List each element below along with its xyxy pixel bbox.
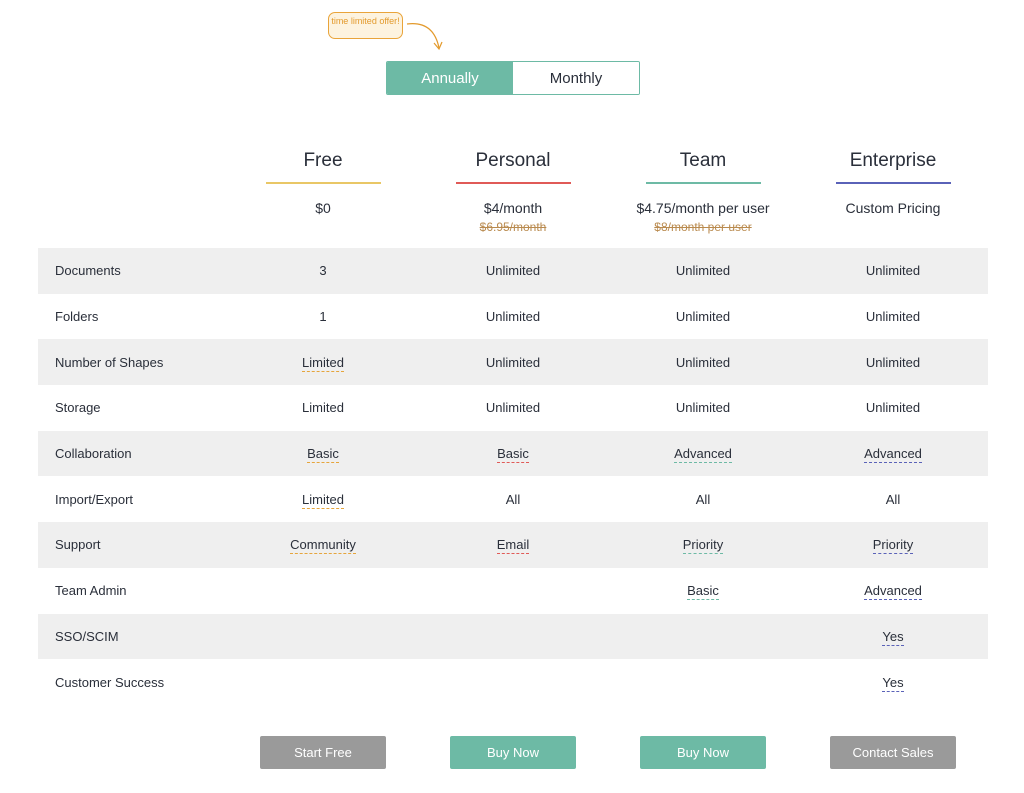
feature-value: Unlimited [865, 354, 921, 370]
monthly-option[interactable]: Monthly [513, 62, 639, 94]
feature-value: All [695, 491, 711, 507]
feature-value-tooltip[interactable]: Advanced [864, 446, 922, 462]
feature-value: Unlimited [485, 354, 541, 370]
billing-toggle[interactable] [386, 61, 640, 95]
feature-label: Number of Shapes [55, 354, 164, 370]
feature-value: Unlimited [675, 263, 731, 279]
start-free-button[interactable]: Start Free [260, 736, 386, 769]
table-row [38, 614, 988, 660]
plan-old-price: $8/month per user [654, 220, 752, 234]
feature-value: Limited [302, 400, 344, 416]
feature-value-tooltip[interactable]: Yes [882, 628, 904, 644]
plan-header-team [608, 150, 798, 234]
plan-price: $4.75/month per user [636, 200, 770, 216]
feature-value: Unlimited [485, 400, 541, 416]
table-row [38, 339, 988, 385]
feature-label: Storage [55, 400, 101, 416]
feature-label: SSO/SCIM [55, 628, 119, 644]
feature-value-tooltip[interactable]: Community [290, 537, 356, 553]
table-row [38, 431, 988, 477]
plan-name: Free [303, 150, 343, 171]
plan-old-price: $6.95/month [479, 220, 547, 234]
curved-arrow-icon [405, 20, 445, 54]
feature-label: Collaboration [55, 446, 132, 462]
plan-name: Personal [475, 150, 551, 171]
feature-value-tooltip[interactable]: Advanced [864, 583, 922, 599]
feature-value: 3 [319, 263, 327, 279]
feature-value-tooltip[interactable]: Basic [687, 583, 719, 599]
table-row [38, 659, 988, 705]
feature-value-tooltip[interactable]: Basic [497, 446, 529, 462]
feature-label: Support [55, 537, 101, 553]
feature-value: Unlimited [675, 309, 731, 325]
feature-value: Unlimited [865, 309, 921, 325]
feature-value: Unlimited [485, 309, 541, 325]
table-row [38, 522, 988, 568]
feature-label: Import/Export [55, 491, 134, 507]
table-row [38, 568, 988, 614]
time-limited-offer-badge: time limited offer! [328, 12, 403, 39]
feature-label: Documents [55, 263, 121, 279]
table-row [38, 385, 988, 431]
feature-label: Folders [55, 309, 99, 325]
feature-value-tooltip[interactable]: Advanced [674, 446, 732, 462]
feature-value: Unlimited [865, 400, 921, 416]
annually-option[interactable]: Annually [387, 62, 513, 94]
plan-underline [456, 182, 571, 184]
plan-name: Enterprise [849, 150, 937, 171]
table-row [38, 476, 988, 522]
feature-value-tooltip[interactable]: Basic [307, 446, 339, 462]
feature-value: All [505, 491, 521, 507]
plan-underline [646, 182, 761, 184]
feature-value: Unlimited [675, 400, 731, 416]
contact-sales-button[interactable]: Contact Sales [830, 736, 956, 769]
buy-now-personal-button[interactable]: Buy Now [450, 736, 576, 769]
feature-value-tooltip[interactable]: Email [496, 537, 530, 553]
feature-value: Unlimited [675, 354, 731, 370]
feature-label: Team Admin [55, 583, 127, 599]
feature-label: Customer Success [55, 674, 165, 690]
buy-now-team-button[interactable]: Buy Now [640, 736, 766, 769]
plan-name: Team [679, 150, 727, 171]
plan-price: $4/month [483, 200, 543, 216]
plan-underline [266, 182, 381, 184]
feature-value-tooltip[interactable]: Yes [882, 674, 904, 690]
feature-value-tooltip[interactable]: Priority [872, 537, 914, 553]
table-row [38, 248, 988, 294]
plan-price: Custom Pricing [845, 200, 941, 216]
feature-value-tooltip[interactable]: Priority [682, 537, 724, 553]
plan-underline [836, 182, 951, 184]
plan-header-personal [418, 150, 608, 234]
feature-value: 1 [319, 309, 327, 325]
feature-value: Unlimited [485, 263, 541, 279]
feature-table [38, 248, 988, 705]
plan-price: $0 [315, 200, 331, 216]
plan-header-free [228, 150, 418, 216]
feature-value-tooltip[interactable]: Limited [302, 491, 344, 507]
table-row [38, 294, 988, 340]
feature-value-tooltip[interactable]: Limited [302, 354, 344, 370]
plan-header-enterprise [798, 150, 988, 216]
feature-value: All [885, 491, 901, 507]
feature-value: Unlimited [865, 263, 921, 279]
